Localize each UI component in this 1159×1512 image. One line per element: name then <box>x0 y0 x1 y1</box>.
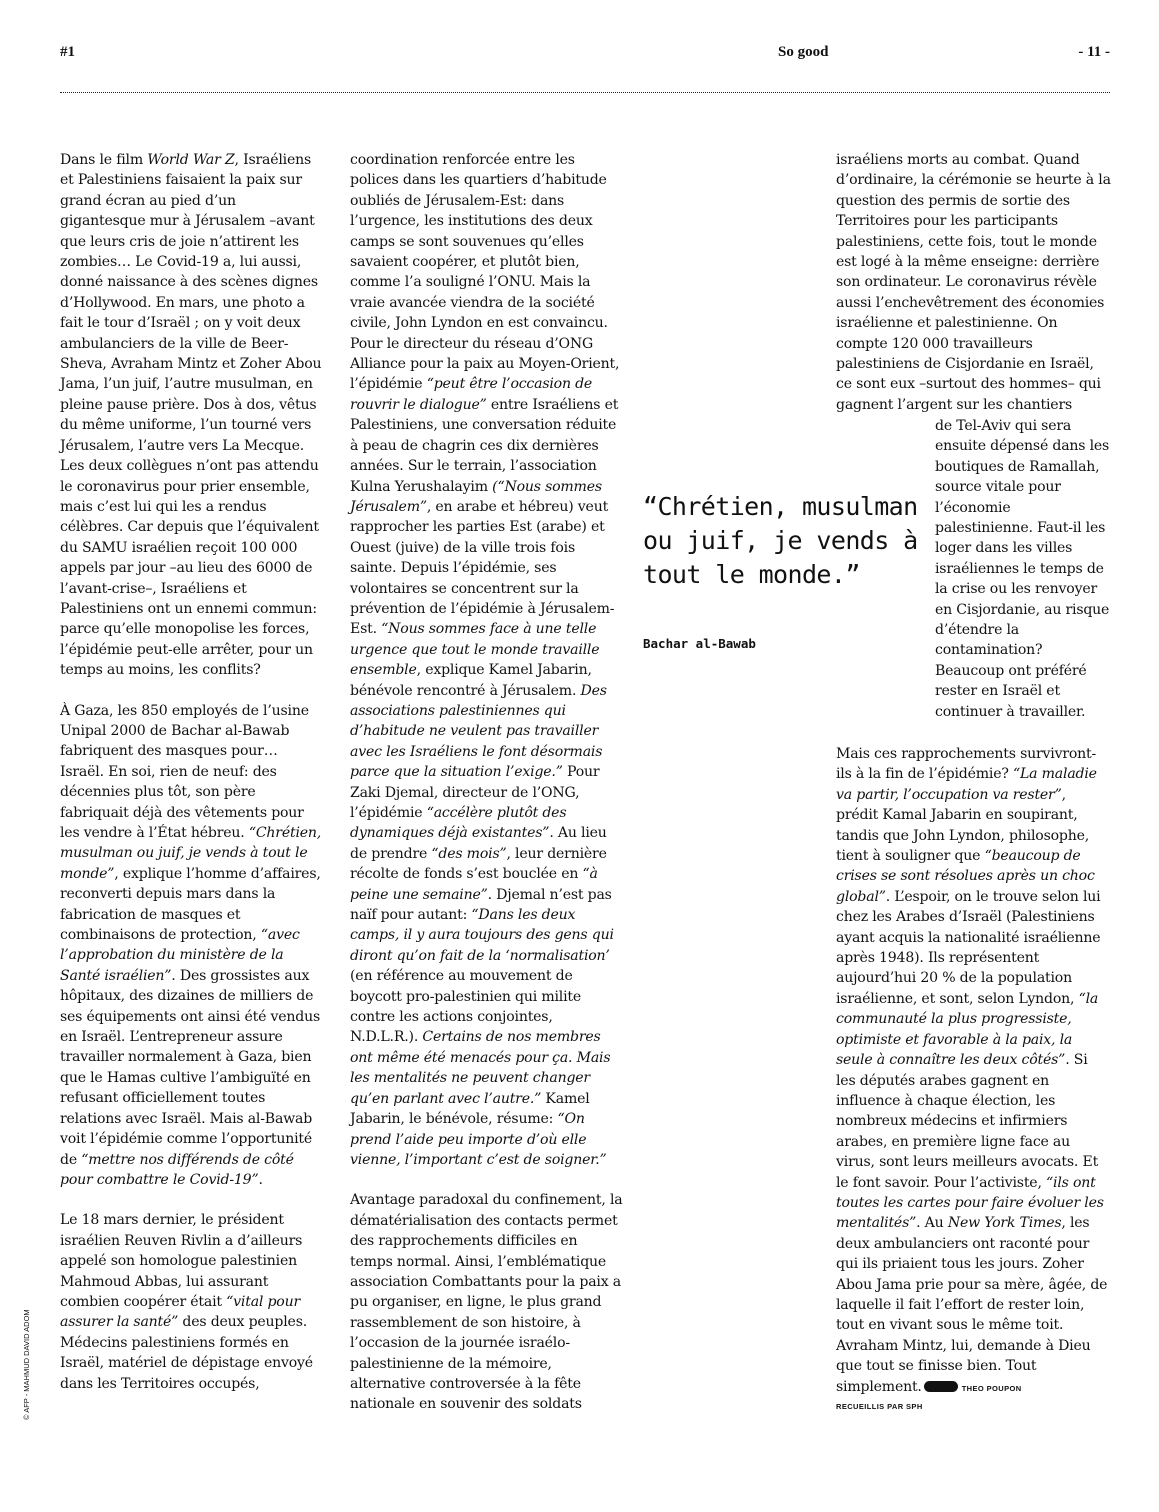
emphasis-text: “avec l’approbation du ministère de la Santé israélien” <box>60 927 300 984</box>
emphasis-text: World War Z <box>147 152 235 168</box>
emphasis-text: New York Times <box>947 1215 1062 1232</box>
header-divider <box>60 92 1110 93</box>
signature-note: RECUEILLIS PAR SPH <box>836 1402 923 1411</box>
article-column-3-bottom <box>836 744 1111 1413</box>
article-paragraph: Le 18 mars dernier, le président israélien Reuven Rivlin a d’ailleurs appelé son homologue palestinien Mahmoud Abbas, lui assurant combien coopérer était “vital pour assurer la santé” des deux peuples. Médecins palestiniens formés en Israël, matériel de dépistage envoyé dans les Territoires occupés, <box>60 1212 313 1392</box>
pull-quote-author: Bachar al-Bawab <box>643 636 756 651</box>
emphasis-text: “des mois” <box>431 845 507 862</box>
emphasis-text: “mettre nos différends de côté pour combattre le Covid-19” <box>60 1151 294 1188</box>
emphasis-text: Certains de nos membres ont même été menacés pour ça. Mais les mentalités ne peuvent changer qu’en parlant avec l’autre.” <box>350 1029 611 1107</box>
author-signature: THEO POUPON <box>961 1383 1022 1393</box>
pull-quote: “Chrétien, musulman ou juif, je vends à tout le monde.” <box>643 492 918 589</box>
emphasis-text: “Dans les deux camps, il y aura toujours des gens qui diront qu’on fait de la ‘normalisation’ <box>350 907 614 964</box>
article-paragraph-text: Mais ces rapprochements survivront-ils à la fin de l’épidémie? “La maladie va partir, l’occupation va rester”, prédit Kamal Jabarin en soupirant, tandis que John Lyndon, philosophe, tient à souligner que “beaucoup de crises se sont résolues après un choc global”. L’espoir, on le trouve selon lui chez les Arabes d’Israël (Palestiniens ayant acquis la nationalité israélienne après 1948). Ils représentent aujourd’hui 20 % de la population israélienne, et sont, selon Lyndon, “la communauté la plus progressiste, optimiste et favorable à la paix, la seule à connaître les deux côtés”. Si les députés arabes gagnent en influence à chaque élection, les nombreux médecins et infirmiers arabes, en première ligne face au virus, sont leurs meilleurs avocats. Et le font savoir. Pour l’activiste, “ils ont toutes les cartes pour faire évoluer les mentalités”. Au New York Times, les deux ambulanciers ont raconté pour qui ils priaient tous les jours. Zoher Abou Jama prie pour sa mère, âgée, de laquelle il fait l’effort de rester loin, tout en vivant sous le même toit. Avraham Mintz, lui, demande à Dieu que tout se finisse bien. Tout simplement. <box>836 746 1108 1395</box>
article-column-1 <box>60 150 322 1394</box>
issue-number: #1 <box>60 44 75 60</box>
emphasis-text: “On prend l’aide peu importe d’où elle vienne, l’important c’est de soigner.” <box>350 1111 607 1168</box>
article-paragraph: Dans le film World War Z, Israéliens et Palestiniens faisaient la paix sur grand écran au pied d’un gigantesque mur à Jérusalem –avant que leurs cris de joie n’attirent les zombies… Le Covid-19 a, lui aussi, donné naissance à des scènes dignes d’Hollywood. En mars, une photo a fait le tour d’Israël ; on y voit deux ambulanciers de la ville de Beer-Sheva, Avraham Mintz et Zoher Abou Jama, l’un juif, l’autre musulman, en pleine pause prière. Dos à dos, vêtus du même uniforme, l’un tourné vers Jérusalem, l’autre vers La Mecque. Les deux collègues n’ont pas attendu le coronavirus pour prier ensemble, mais c’est lui qui les a rendus célèbres. Car depuis que l’équivalent du SAMU israélien reçoit 100 000 appels par jour –au lieu des 6000 de l’avant-crise–, Israéliens et Palestiniens ont un ennemi commun: parce qu’elle monopolise les forces, l’épidémie peut-elle arrêter, pour un temps au moins, les conflits? <box>60 152 322 679</box>
emphasis-text: “à peine une semaine” <box>350 866 598 903</box>
article-paragraph: Avantage paradoxal du confinement, la dématérialisation des contacts permet des rapprochements difficiles en temps normal. Ainsi, l’emblématique association Combattants pour la paix a pu organiser, en ligne, le plus grand rassemblement de son histoire, à l’occasion de la journée israélo-palestinienne de la mémoire, alternative controversée à la fête nationale en souvenir des soldats <box>350 1192 623 1413</box>
emphasis-text: “peut être l’occasion de rouvrir le dialogue” <box>350 376 593 413</box>
emphasis-text: “beaucoup de crises se sont résolues après un choc global” <box>836 848 1095 905</box>
emphasis-text: “vital pour assurer la santé” <box>60 1293 301 1331</box>
page-header <box>60 44 1110 68</box>
emphasis-text: “accélère plutôt des dynamiques déjà existantes” <box>350 805 567 842</box>
emphasis-text: Des associations palestiniennes qui d’habitude ne veulent pas travailler avec les Israéliens le font désormais parce que la situation l’exige.” <box>350 682 607 781</box>
emphasis-text: “ils ont toutes les cartes pour faire évoluer les mentalités” <box>836 1174 1104 1232</box>
emphasis-text: “La maladie va partir, l’occupation va rester” <box>836 766 1097 803</box>
article-column-3-top <box>836 150 1111 415</box>
article-paragraph: coordination renforcée entre les polices dans les quartiers d’habitude oubliés de Jérusalem-Est: dans l’urgence, les institutions des deux camps se sont souvenues qu’elles savaient coopérer, et plutôt bien, comme l’a souligné l’ONU. Mais la vraie avancée viendra de la société civile, John Lyndon en est convaincu. Pour le directeur du réseau d’ONG Alliance pour la paix au Moyen-Orient, l’épidémie “peut être l’occasion de rouvrir le dialogue” entre Israéliens et Palestiniens, une conversation réduite à peau de chagrin ces dix dernières années. Sur le terrain, l’association Kulna Yerushalayim (“Nous sommes Jérusalem”, en arabe et hébreu) veut rapprocher les parties Est (arabe) et Ouest (juive) de la ville trois fois sainte. Depuis l’épidémie, ses volontaires se concentrent sur la prévention de l’épidémie à Jérusalem-Est. “Nous sommes face à une telle urgence que tout le monde travaille ensemble, explique Kamel Jabarin, bénévole rencontré à Jérusalem. Des associations palestiniennes qui d’habitude ne veulent pas travailler avec les Israéliens le font désormais parce que la situation l’exige.” Pour Zaki Djemal, directeur de l’ONG, l’épidémie “accélère plutôt des dynamiques déjà existantes”. Au lieu de prendre “des mois”, leur dernière récolte de fonds s’est bouclée en “à peine une semaine”. Djemal n’est pas naïf pour autant: “Dans les deux camps, il y aura toujours des gens qui diront qu’on fait de la ‘normalisation’ (en référence au mouvement de boycott pro-palestinien qui milite contre les actions conjointes, N.D.L.R.). Certains de nos membres ont même été menacés pour ça. Mais les mentalités ne peuvent changer qu’en parlant avec l’autre.” Kamel Jabarin, le bénévole, résume: “On prend l’aide peu importe d’où elle vienne, l’important c’est de soigner.” <box>350 152 620 1168</box>
emphasis-text: “Chrétien, musulman ou juif, je vends à tout le monde” <box>60 825 322 882</box>
emphasis-text: “la communauté la plus progressiste, optimiste et favorable à la paix, la seule à connaître les deux côtés” <box>836 990 1099 1069</box>
article-paragraph: de Tel-Aviv qui sera ensuite dépensé dans les boutiques de Ramallah, source vitale pour l’économie palestinienne. Faut-il les loger dans les villes israéliennes le temps de la crise ou les renvoyer en Cisjordanie, au risque d’étendre la contamination? Beaucoup ont préféré rester en Israël et continuer à travailler. <box>935 418 1110 720</box>
emphasis-text: (“Nous sommes Jérusalem” <box>350 478 602 515</box>
article-paragraph <box>836 744 1111 1413</box>
page-number: - 11 - <box>1078 44 1110 60</box>
article-paragraph: À Gaza, les 850 employés de l’usine Unipal 2000 de Bachar al-Bawab fabriquent des masques pour… Israël. En soi, rien de neuf: des décennies plus tôt, son père fabriquait déjà des vêtements pour les vendre à l’État hébreu. “Chrétien, musulman ou juif, je vends à tout le monde”, explique l’homme d’affaires, reconverti depuis mars dans la fabrication de masques et combinaisons de protection, “avec l’approbation du ministère de la Santé israélien”. Des grossistes aux hôpitaux, des dizaines de milliers de ses équipements ont ainsi été vendus en Israël. L’entrepreneur assure travailler normalement à Gaza, bien que le Hamas cultive l’ambiguïté en refusant officiellement toutes relations avec Israël. Mais al-Bawab voit l’épidémie comme l’opportunité de “mettre nos différends de côté pour combattre le Covid-19”. <box>60 702 322 1188</box>
emphasis-text: “Nous sommes face à une telle urgence que tout le monde travaille ensemble <box>350 621 600 679</box>
photo-credit: © AFP - MAHMUD DAVID ADOM <box>22 1309 31 1420</box>
section-title: So good <box>778 44 829 60</box>
end-of-article-icon <box>924 1381 958 1392</box>
article-column-3-narrow <box>935 416 1111 722</box>
article-column-2 <box>350 150 623 1415</box>
article-paragraph: israéliens morts au combat. Quand d’ordinaire, la cérémonie se heurte à la question des permis de sortie des Territoires pour les participants palestiniens, cette fois, tout le monde est logé à la même enseigne: derrière son ordinateur. Le coronavirus révèle aussi l’enchevêtrement des économies israélienne et palestinienne. On compte 120 000 travailleurs palestiniens de Cisjordanie en Israël, ce sont eux –surtout des hommes– qui gagnent l’argent sur les chantiers <box>836 152 1111 413</box>
